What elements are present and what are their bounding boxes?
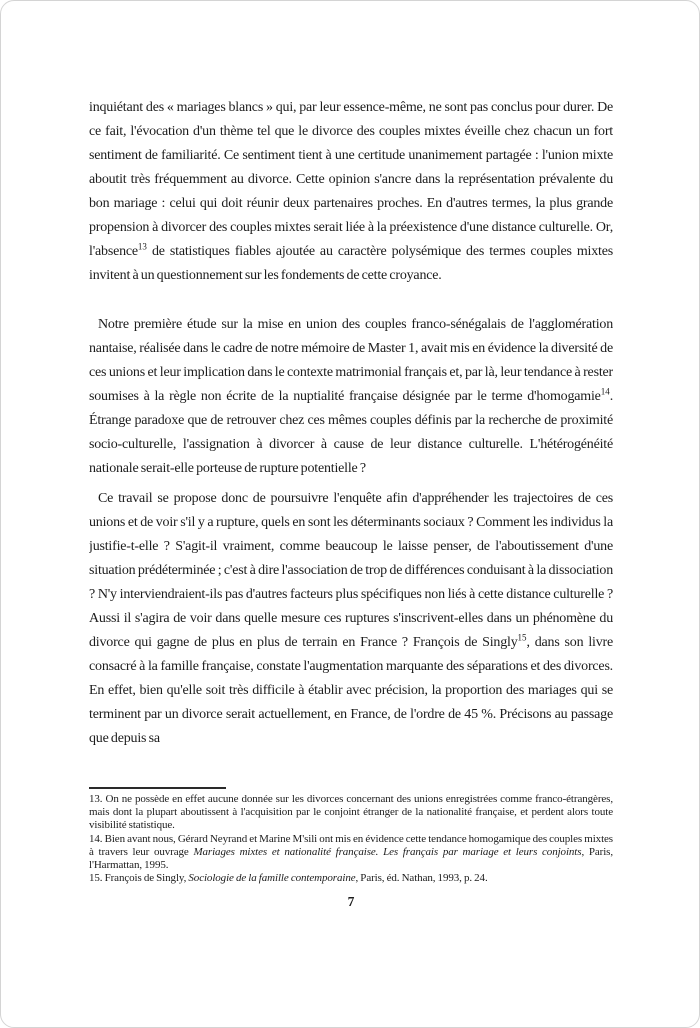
footnote-separator (89, 787, 226, 789)
text-segment: 14. Bien avant nous, Gérard Neyrand et Marine M'sili ont mis en évidence cette tendance homogamique des couples mixtes à travers leur ouvrage (89, 832, 613, 858)
text-segment: , Paris, l'Harmattan, 1995. (89, 845, 613, 872)
text-segment: 13. On ne possède en effet aucune donnée sur les divorces concernant des unions enregistrées comme franco-étrangères, mais dont la plupart aboutissent à l'acquisition par le conjoint étranger de la nationalité française, et perdent alors toute visibilité statistique. (89, 793, 613, 832)
footnote-reference: 15 (517, 632, 527, 643)
footnote-13 (89, 793, 613, 833)
text-block (89, 96, 613, 784)
footnote-14 (89, 833, 613, 873)
text-segment: de statistiques fiables ajoutée au caractère polysémique des termes couples mixtes invitent à un questionnement sur les fondements de cette croyance. (89, 244, 613, 283)
work-title: Mariages mixtes et nationalité française. Les français par mariage et leurs conjoints (193, 845, 582, 858)
paragraph-3 (89, 487, 613, 751)
text-segment: 15. François de Singly, (89, 872, 189, 885)
footnote-reference: 14 (600, 386, 610, 397)
footnote-15 (89, 872, 613, 885)
text-segment: Notre première étude sur la mise en union des couples franco-sénégalais de l'agglomération nantaise, réalisée dans le cadre de notre mémoire de Master 1, avait mis en évidence la diversité de ces unions et leur implication dans le contexte matrimonial français et, par là, leur tendance à rester soumises à la règle non écrite de la nuptialité française désignée par le terme d'homogamie (89, 317, 613, 404)
text-segment: . Étrange paradoxe que de retrouver chez ces mêmes couples définis par la recherche de proximité socio-culturelle, l'assignation à divorcer à cause de leur distance culturelle. L'hétérogénéité nationale serait-elle porteuse de rupture potentielle ? (89, 389, 613, 476)
footnote-reference: 13 (137, 241, 147, 252)
paragraph-2 (89, 313, 613, 481)
paragraph-1 (89, 96, 613, 288)
work-title: Sociologie de la famille contemporaine (188, 872, 356, 885)
text-segment: Ce travail se propose donc de poursuivre l'enquête afin d'appréhender les trajectoires de ces unions et de voir s'il y a rupture, quels en sont les déterminants sociaux ? Comment les individus la justifie-t-elle ? S'agit-il vraiment, comme beaucoup le laisse penser, de l'aboutissement d'une situation prédéterminée ; c'est à dire l'association de trop de différences conduisant à la dissociation ? N'y interviendraient-ils pas d'autres facteurs plus spécifiques non liés à cette distance culturelle ? Aussi il s'agira de voir dans quelle mesure ces ruptures s'inscrivent-elles dans un phénomène du divorce qui gagne de plus en plus de terrain en France ? François de Singly (89, 491, 613, 650)
text-segment: , dans son livre consacré à la famille française, constate l'augmentation marquante des séparations et des divorces. En effet, bien qu'elle soit très difficile à établir avec précision, la proportion des mariages qui se terminent par un divorce serait actuellement, en France, de l'ordre de 45 %. Précisons au passage que depuis sa (89, 635, 613, 746)
text-segment: , Paris, éd. Nathan, 1993, p. 24. (355, 872, 488, 885)
page-number: 7 (347, 894, 355, 909)
footnotes-section (89, 787, 613, 885)
text-segment: inquiétant des « mariages blancs » qui, par leur essence-même, ne sont pas conclus pour durer. De ce fait, l'évocation d'un thème tel que le divorce des couples mixtes éveille chez chacun un fort sentiment de familiarité. Ce sentiment tient à une certitude unanimement partagée : l'union mixte aboutit très fréquemment au divorce. Cette opinion s'ancre dans la représentation prévalente du bon mariage : celui qui doit réunir deux partenaires proches. En d'autres termes, la plus grande propension à divorcer des couples mixtes serait liée à la préexistence d'une distance culturelle. Or, l'absence (89, 100, 613, 259)
